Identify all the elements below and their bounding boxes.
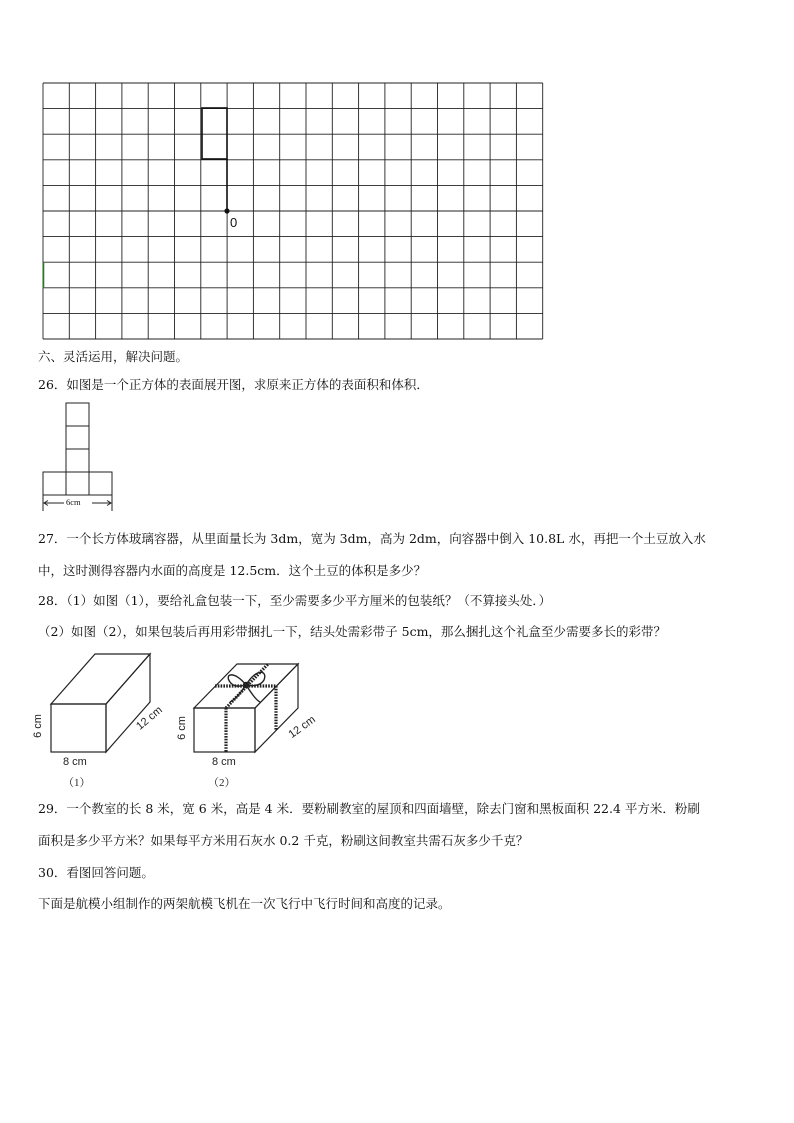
rotation-center-point: [224, 208, 229, 213]
rotation-rectangle: [202, 108, 227, 159]
question-28-line-1: 28．（1）如图（1），要给礼盒包装一下，至少需要多少平方厘米的包装纸？（不算接头处．）: [38, 593, 552, 608]
figure-2-height-label: 6 cm: [175, 716, 188, 740]
figure-1-depth-label: 12 cm: [134, 704, 165, 733]
gift-box-figure-2: [190, 652, 306, 756]
question-29-line-1: 29．一个教室的长 8 米，宽 6 米，高是 4 米．要粉刷教室的屋顶和四面墙壁，除去门窗和黑板面积 22.4 平方米．粉刷: [38, 801, 700, 816]
cube-net-dimension-label: 6cm: [66, 497, 81, 507]
question-30-heading: 30．看图回答问题。: [38, 865, 154, 880]
figure-2-length-label: 8 cm: [212, 756, 236, 768]
section-heading: 六、灵活运用，解决问题。: [38, 349, 189, 364]
question-26-text: 26．如图是一个正方体的表面展开图，求原来正方体的表面积和体积．: [38, 377, 429, 392]
figure-1-length-label: 8 cm: [63, 756, 87, 768]
figure-2-depth-label: 12 cm: [286, 713, 318, 741]
figure-2-caption: （2）: [208, 777, 236, 789]
question-27-line-2: 中，这时测得容器内水面的高度是 12.5cm．这个土豆的体积是多少？: [38, 563, 427, 578]
question-29-line-2: 面积是多少平方米？如果每平方米用石灰水 0.2 千克，粉刷这间教室共需石灰多少千克？: [38, 833, 529, 848]
figure-1-caption: （1）: [63, 777, 91, 789]
gift-box-figure-1: [46, 652, 158, 756]
ribbon-bow: [228, 672, 265, 702]
origin-label: 0: [230, 215, 238, 230]
coordinate-grid: [40, 82, 546, 342]
question-27-line-1: 27．一个长方体玻璃容器，从里面量长为 3dm，宽为 3dm，高为 2dm，向容器中倒入 10.8L 水，再把一个土豆放入水: [38, 531, 706, 546]
question-30-text: 下面是航模小组制作的两架航模飞机在一次飞行中飞行时间和高度的记录。: [38, 896, 451, 911]
question-28-line-2: （2）如图（2），如果包装后再用彩带捆扎一下，结头处需彩带子 5cm，那么捆扎这个礼盒至少需要多长的彩带？: [38, 624, 666, 639]
figure-1-height-label: 6 cm: [31, 714, 44, 738]
